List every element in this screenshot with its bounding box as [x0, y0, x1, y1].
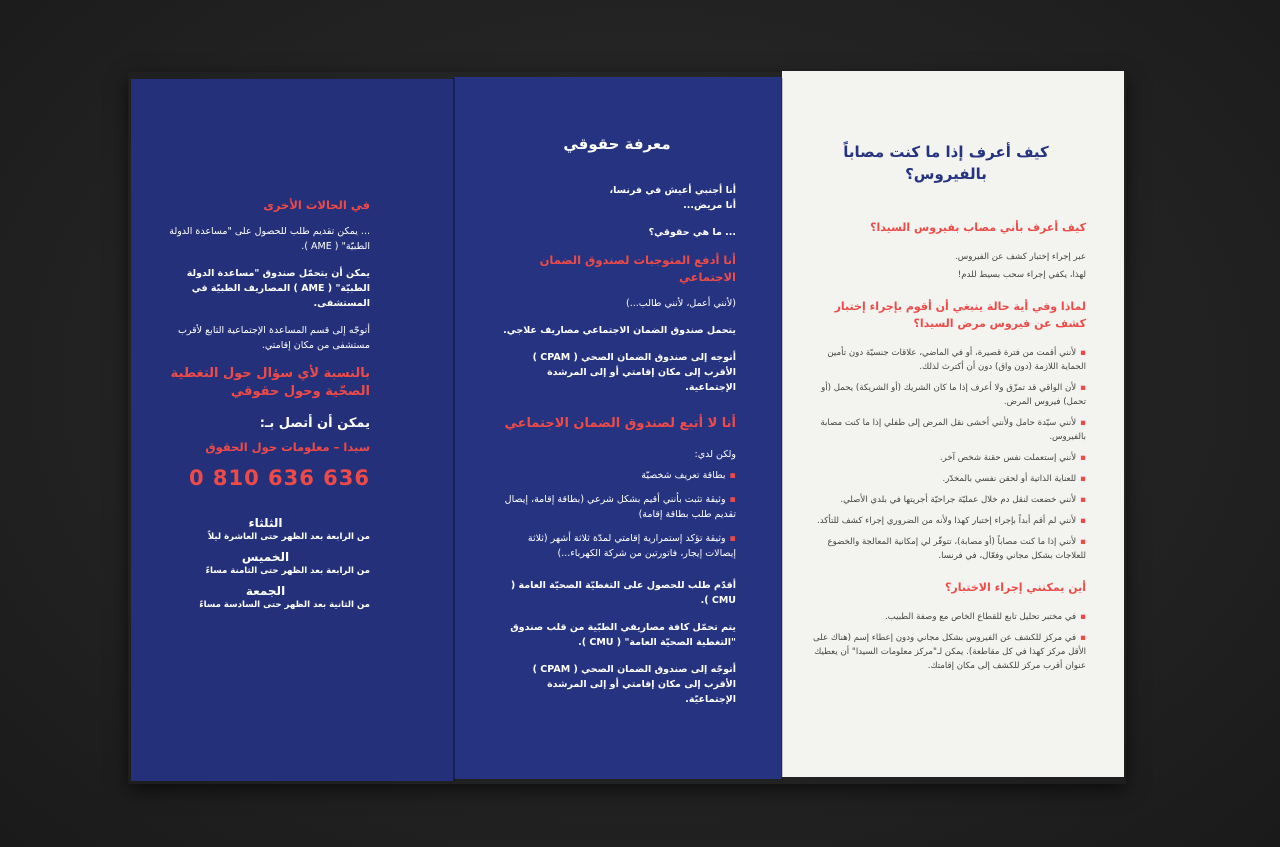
intro-line-1: أنا أجنبي أعيش في فرنسا،: [609, 185, 736, 196]
brochure-panel-left: [131, 79, 454, 781]
list-item: ▪لأنني خضعت لنقل دم خلال عمليّة جراحيّة أجريتها في بلدي الأصلي.: [840, 495, 1086, 505]
list-item: ▪لأنني سيّدة حامل ولأنني أخشى نقل المرض إلى طفلي إذا ما كنت مصابة بالفيروس.: [820, 418, 1086, 442]
brochure-panel-right: [782, 71, 1124, 777]
go-cpam-text-2: أتوجّه إلى صندوق الضمان الصحي ( CPAM ) الأقرب إلى مكان إقامتي أو إلى المرشدة الإجتماعيّة.: [532, 664, 736, 705]
cmu-covers-text: يتم تحمّل كافة مصاريفي الطبّية من قلب صندوق "التغطية الصحيّة العامة" ( CMU ).: [510, 622, 736, 648]
list-item: ▪في مركز للكشف عن الفيروس بشكل مجاني ودون إعطاء إسم (هناك على الأقل مركز كهذا في كل مقاطعة). يمكن لـ"مركز معلومات السيدا" أن يعطيك عنوان أقرب مركز للكشف إلى مكان إقامتك.: [812, 633, 1086, 671]
test-title: كيف أعرف إذا ما كنت مصاباً بالفيروس؟: [843, 143, 1049, 183]
know-rights-title: معرفة حقوقي: [563, 135, 671, 153]
hours-friday: من الثانية بعد الظهر حتى السادسة مساءً: [199, 600, 370, 610]
day-tuesday: الثلثاء: [248, 516, 283, 530]
ame-apply-text: ... يمكن تقديم طلب للحصول على "مساعدة الدولة الطبيّة" ( AME ).: [169, 226, 370, 252]
fold-line-left: [453, 78, 455, 781]
list-item: ▪لأنني أقمت من فترة قصيرة، أو في الماضي، علاقات جنسيّة دون تأمين الحماية اللازمة (دون واق) دون أن أكترث لذلك.: [827, 348, 1086, 372]
how-know-heading: كيف أعرف بأني مصاب بفيروس السيدا؟: [870, 221, 1086, 234]
answer-line-2: لهذا، يكفي إجراء سحب بسيط للدم!: [957, 270, 1086, 280]
list-item: ▪في مختبر تحليل تابع للقطاع الخاص مع وصفة الطبيب.: [884, 612, 1086, 622]
answer-line-1: عبر إجراء إختبار كشف عن الفيروس.: [954, 252, 1086, 262]
social-assistance-text: أتوجّه إلى قسم المساعدة الإجتماعية التابع لأقرب مستشفى من مكان إقامتي.: [177, 325, 370, 351]
hours-tuesday: من الرابعة بعد الظهر حتى العاشرة ليلاً: [207, 532, 370, 542]
day-friday: الجمعة: [245, 584, 286, 598]
list-item: ▪لأنني إذا ما كنت مصاباً (أو مصابة)، تتوفّر لي إمكانية المعالجة والخضوع للعلاجات بشكل مجاني وفعّال، في فرنسا.: [827, 537, 1086, 561]
because-work-text: (لأنني أعمل، لأنني طالب...): [626, 298, 736, 309]
pay-contributions-heading: أنا أدفع المتوجبات لصندوق الضمان الاجتماعي: [539, 253, 736, 284]
apply-cmu-text: أقدّم طلب للحصول على التغطيّة الصحيّة العامة ( CMU ).: [510, 580, 736, 606]
hours-thursday: من الرابعة بعد الظهر حتى الثامنة مساءً: [205, 566, 370, 576]
ame-covers-text: يمكن أن يتحمّل صندوق "مساعدة الدولة الطبيّة" ( AME ) المصاريف الطبيّة في المستشفى.: [186, 268, 370, 309]
list-item: ▪لأن الواقي قد تمزّق ولا أعرف إذا ما كان الشريك (أو الشريكة) يحمل (أو تحمل) فيروس المرض.: [821, 383, 1086, 407]
list-item: ▪بطاقة تعريف شخصيّة: [641, 470, 736, 481]
go-cpam-text: أتوجه إلى صندوق الضمان الصحي ( CPAM ) الأقرب إلى مكان إقامتي أو إلى المرشدة الإجتماعية.: [532, 352, 736, 393]
not-affiliated-heading: أنا لا أتبع لصندوق الضمان الاجتماعي: [504, 416, 736, 431]
day-thursday: الخميس: [241, 550, 290, 564]
list-item: ▪لأنني لم أقم أبداً بإجراء إختبار كهذا ولأنه من الضروري إجراء كشف للتأكد.: [817, 516, 1086, 526]
service-name: سيدا – معلومات حول الحقوق: [205, 440, 370, 454]
what-rights-text: ... ما هي حقوقي؟: [648, 227, 736, 238]
intro-line-2: أنا مريض...: [683, 200, 736, 211]
list-item: ▪للعناية الذاتية أو لحقن نفسي بالمخدّر.: [942, 474, 1086, 484]
fold-line-right: [781, 78, 783, 781]
phone-number: 0 810 636 636: [188, 466, 370, 490]
but-have-text: ولكن لدي:: [694, 449, 736, 460]
fund-pays-text: يتحمل صندوق الضمان الاجتماعي مصاريف علاجي.: [503, 325, 736, 336]
list-item: ▪وثيقة تؤكد إستمرارية إقامتي لمدّة ثلاثة أشهر (ثلاثة إيصالات إيجار، فاتورتين من شركة الكهرباء...): [527, 533, 736, 559]
question-heading: بالنسبة لأي سؤال حول التغطية الصحّية وحول حقوقي: [170, 366, 370, 399]
contact-label: يمكن أن أتصل بـ:: [259, 416, 370, 431]
list-item: ▪وثيقة تثبت بأنني أقيم بشكل شرعي (بطاقة إقامة، إيصال تقديم طلب بطاقة إقامة): [504, 494, 736, 520]
brochure-panel-middle: [454, 77, 782, 779]
why-test-heading: لماذا وفي أية حالة ينبغي أن أقوم بإجراء إختبار كشف عن فيروس مرض السيدا؟: [834, 300, 1086, 330]
list-item: ▪لأنني إستعملت نفس حقنة شخص آخر.: [939, 453, 1086, 463]
other-cases-heading: في الحالات الأخرى: [263, 198, 370, 212]
where-test-heading: أين يمكنني إجراء الاختبار؟: [945, 581, 1086, 594]
